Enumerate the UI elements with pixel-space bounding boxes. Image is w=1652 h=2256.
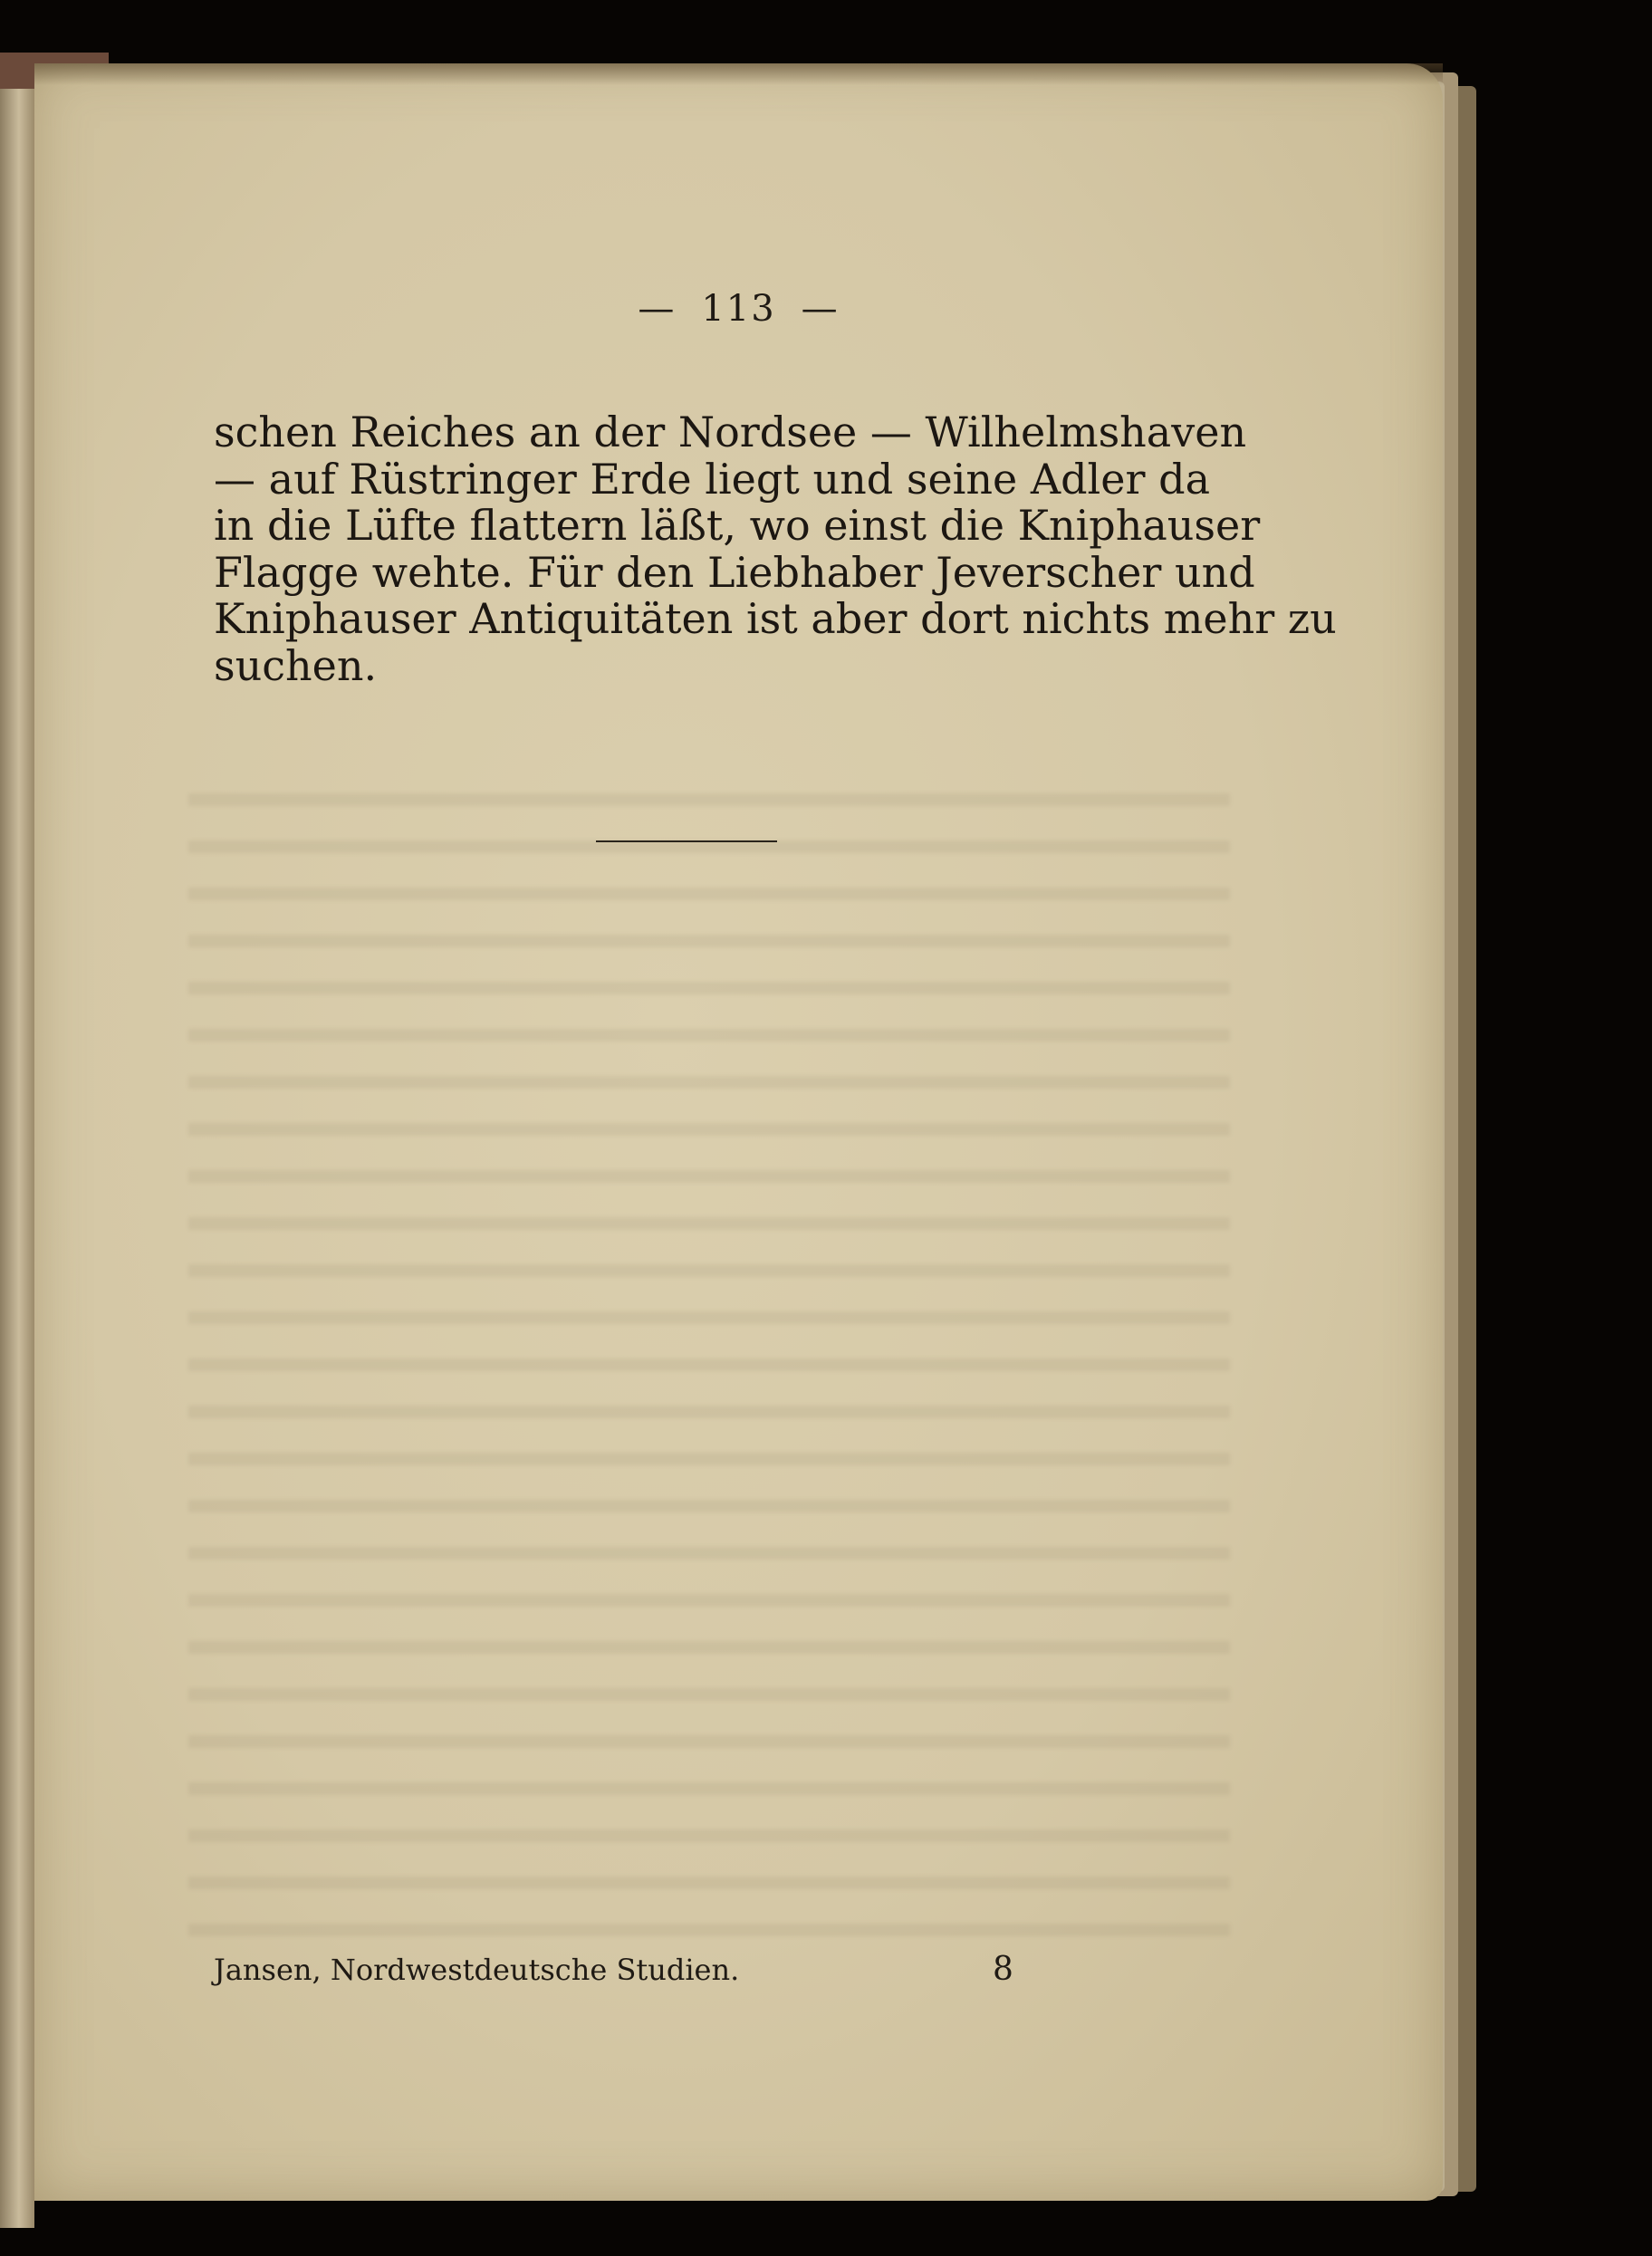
text-line: schen Reiches an der Nordsee — Wilhelmshaven <box>214 408 1247 456</box>
bleed-through-text <box>188 770 1230 1947</box>
text-line: Flagge wehte. Für den Liebhaber Jeverscher und <box>214 547 1255 597</box>
text-line: — auf Rüstringer Erde liegt und seine Adler da <box>214 454 1210 504</box>
text-line: in die Lüfte flattern läßt, wo einst die Kniphauser <box>214 501 1261 550</box>
page-sheet <box>34 63 1443 2201</box>
header-dash-right: — <box>801 288 840 330</box>
sheet-number: 8 <box>993 1951 1013 1988</box>
section-divider-rule <box>596 840 777 842</box>
header-dash-left: — <box>638 288 677 330</box>
page-top-shadow <box>34 63 1443 85</box>
body-paragraph <box>214 408 1337 690</box>
signature-line: Jansen, Nordwestdeutsche Studien. <box>214 1953 740 1987</box>
page-header <box>34 288 1443 330</box>
page-number: 113 <box>701 288 776 330</box>
left-page-edge <box>0 63 34 2228</box>
text-line: Kniphauser Antiquitäten ist aber dort nichts mehr zu <box>214 594 1337 643</box>
text-line: suchen. <box>214 640 378 690</box>
